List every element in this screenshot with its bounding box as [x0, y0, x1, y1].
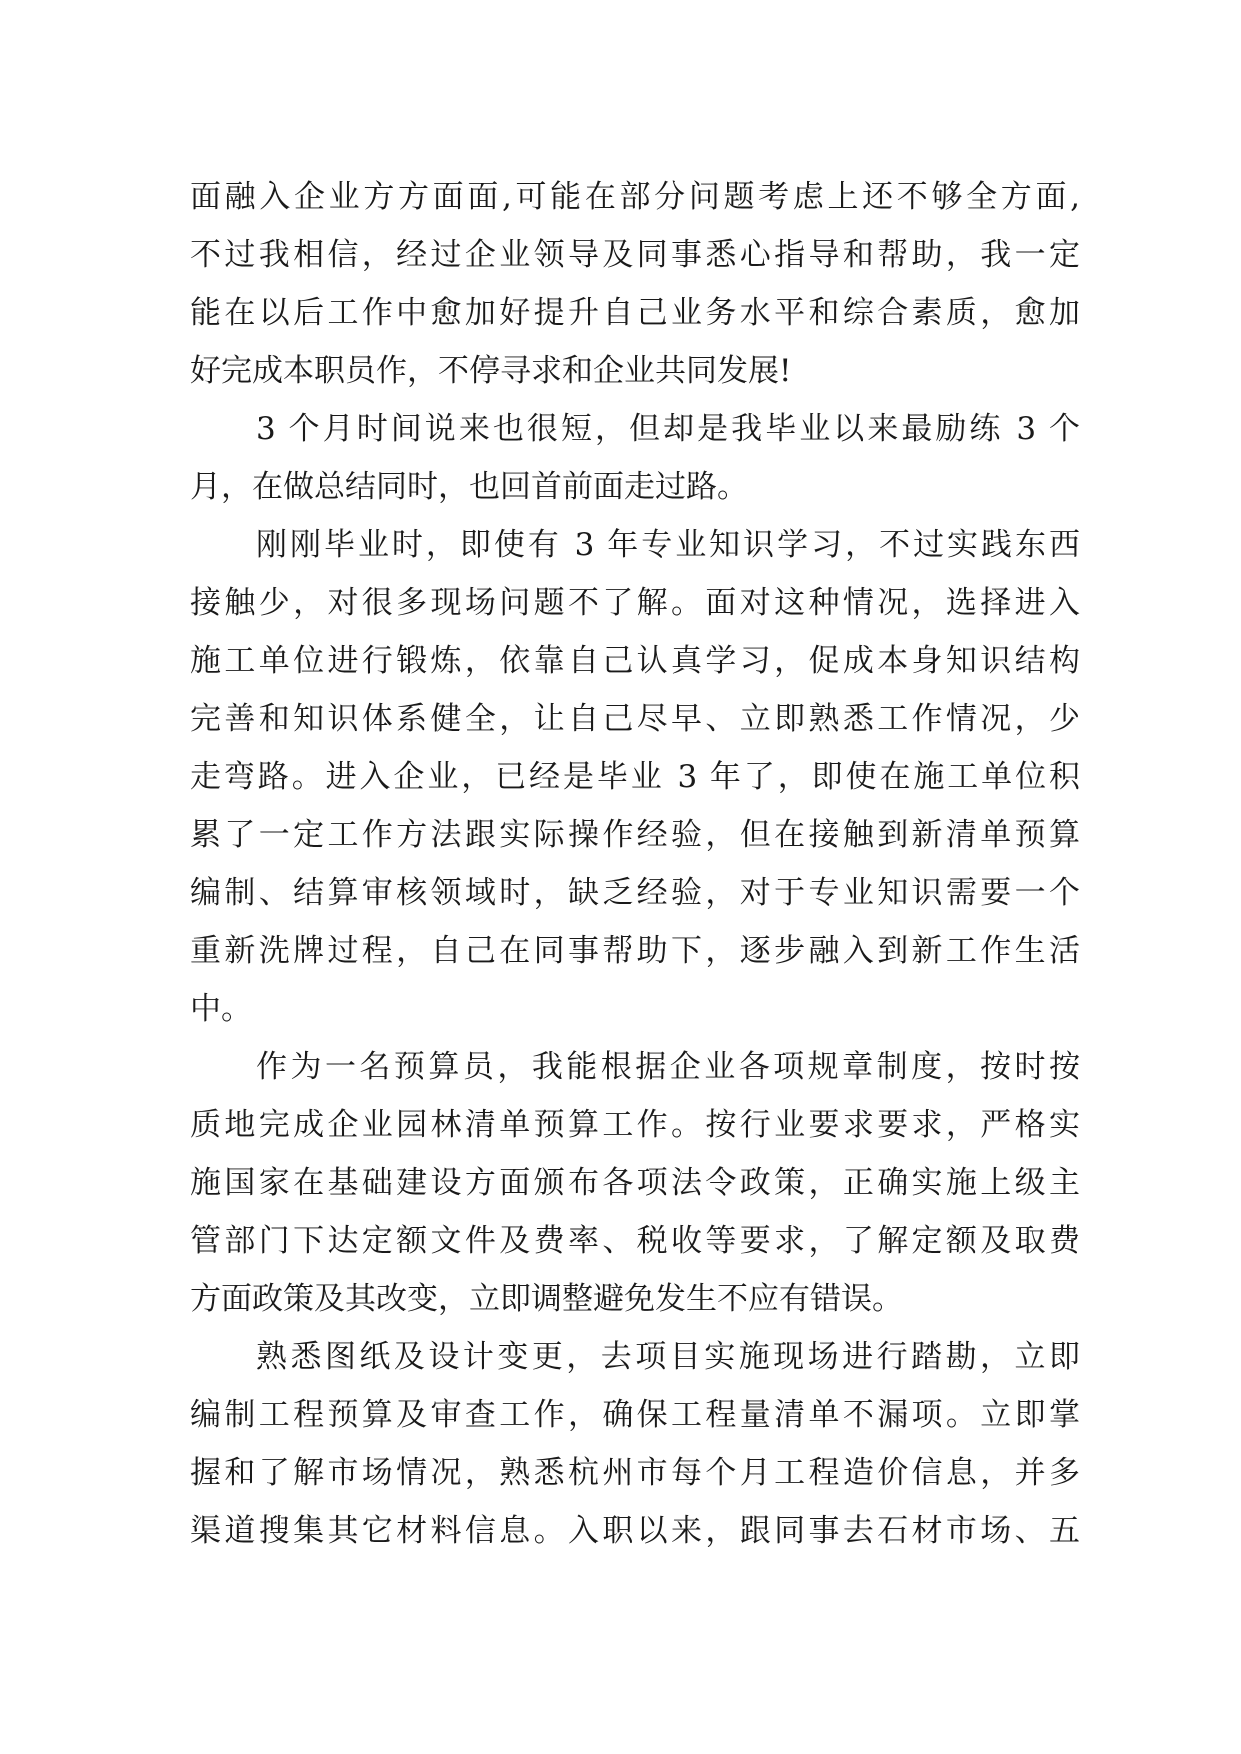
text-line: 3 个月时间说来也很短，但却是我毕业以来最励练 3 个 — [256, 411, 1080, 447]
text-line: 走弯路。进入企业，已经是毕业 3 年了，即使在施工单位积 — [190, 759, 1080, 795]
text-line: 面融入企业方方面面,可能在部分问题考虑上还不够全方面, — [190, 179, 1080, 215]
paragraph-5 — [190, 1328, 1080, 1560]
paragraph-4 — [190, 1038, 1080, 1328]
text-line: 质地完成企业园林清单预算工作。按行业要求要求，严格实 — [190, 1107, 1080, 1143]
text-line: 累了一定工作方法跟实际操作经验，但在接触到新清单预算 — [190, 817, 1080, 853]
paragraph-2 — [190, 400, 1080, 516]
text-line: 施工单位进行锻炼，依靠自己认真学习，促成本身知识结构 — [190, 643, 1080, 679]
text-line: 月，在做总结同时，也回首前面走过路。 — [190, 469, 748, 505]
text-line: 方面政策及其改变，立即调整避免发生不应有错误。 — [190, 1281, 903, 1317]
text-line: 渠道搜集其它材料信息。入职以来，跟同事去石材市场、五 — [190, 1513, 1080, 1549]
text-line: 施国家在基础建设方面颁布各项法令政策，正确实施上级主 — [190, 1165, 1080, 1201]
paragraph-3 — [190, 516, 1080, 1038]
text-line: 不过我相信，经过企业领导及同事悉心指导和帮助，我一定 — [190, 237, 1080, 273]
text-line: 好完成本职员作，不停寻求和企业共同发展! — [190, 353, 792, 389]
text-line: 作为一名预算员，我能根据企业各项规章制度，按时按 — [256, 1049, 1080, 1085]
text-line: 熟悉图纸及设计变更，去项目实施现场进行踏勘，立即 — [256, 1339, 1080, 1375]
text-line: 管部门下达定额文件及费率、税收等要求，了解定额及取费 — [190, 1223, 1080, 1259]
text-line: 刚刚毕业时，即使有 3 年专业知识学习，不过实践东西 — [256, 527, 1080, 563]
text-line: 接触少，对很多现场问题不了解。面对这种情况，选择进入 — [190, 585, 1080, 621]
text-line: 编制、结算审核领域时，缺乏经验，对于专业知识需要一个 — [190, 875, 1080, 911]
body-text — [190, 168, 1080, 1560]
text-line: 握和了解市场情况，熟悉杭州市每个月工程造价信息，并多 — [190, 1455, 1080, 1491]
text-line: 重新洗牌过程，自己在同事帮助下，逐步融入到新工作生活 — [190, 933, 1080, 969]
text-line: 完善和知识体系健全，让自己尽早、立即熟悉工作情况，少 — [190, 701, 1080, 737]
text-line: 能在以后工作中愈加好提升自己业务水平和综合素质，愈加 — [190, 295, 1080, 331]
text-line: 中。 — [190, 991, 252, 1027]
paragraph-1 — [190, 168, 1080, 400]
text-line: 编制工程预算及审查工作，确保工程量清单不漏项。立即掌 — [190, 1397, 1080, 1433]
